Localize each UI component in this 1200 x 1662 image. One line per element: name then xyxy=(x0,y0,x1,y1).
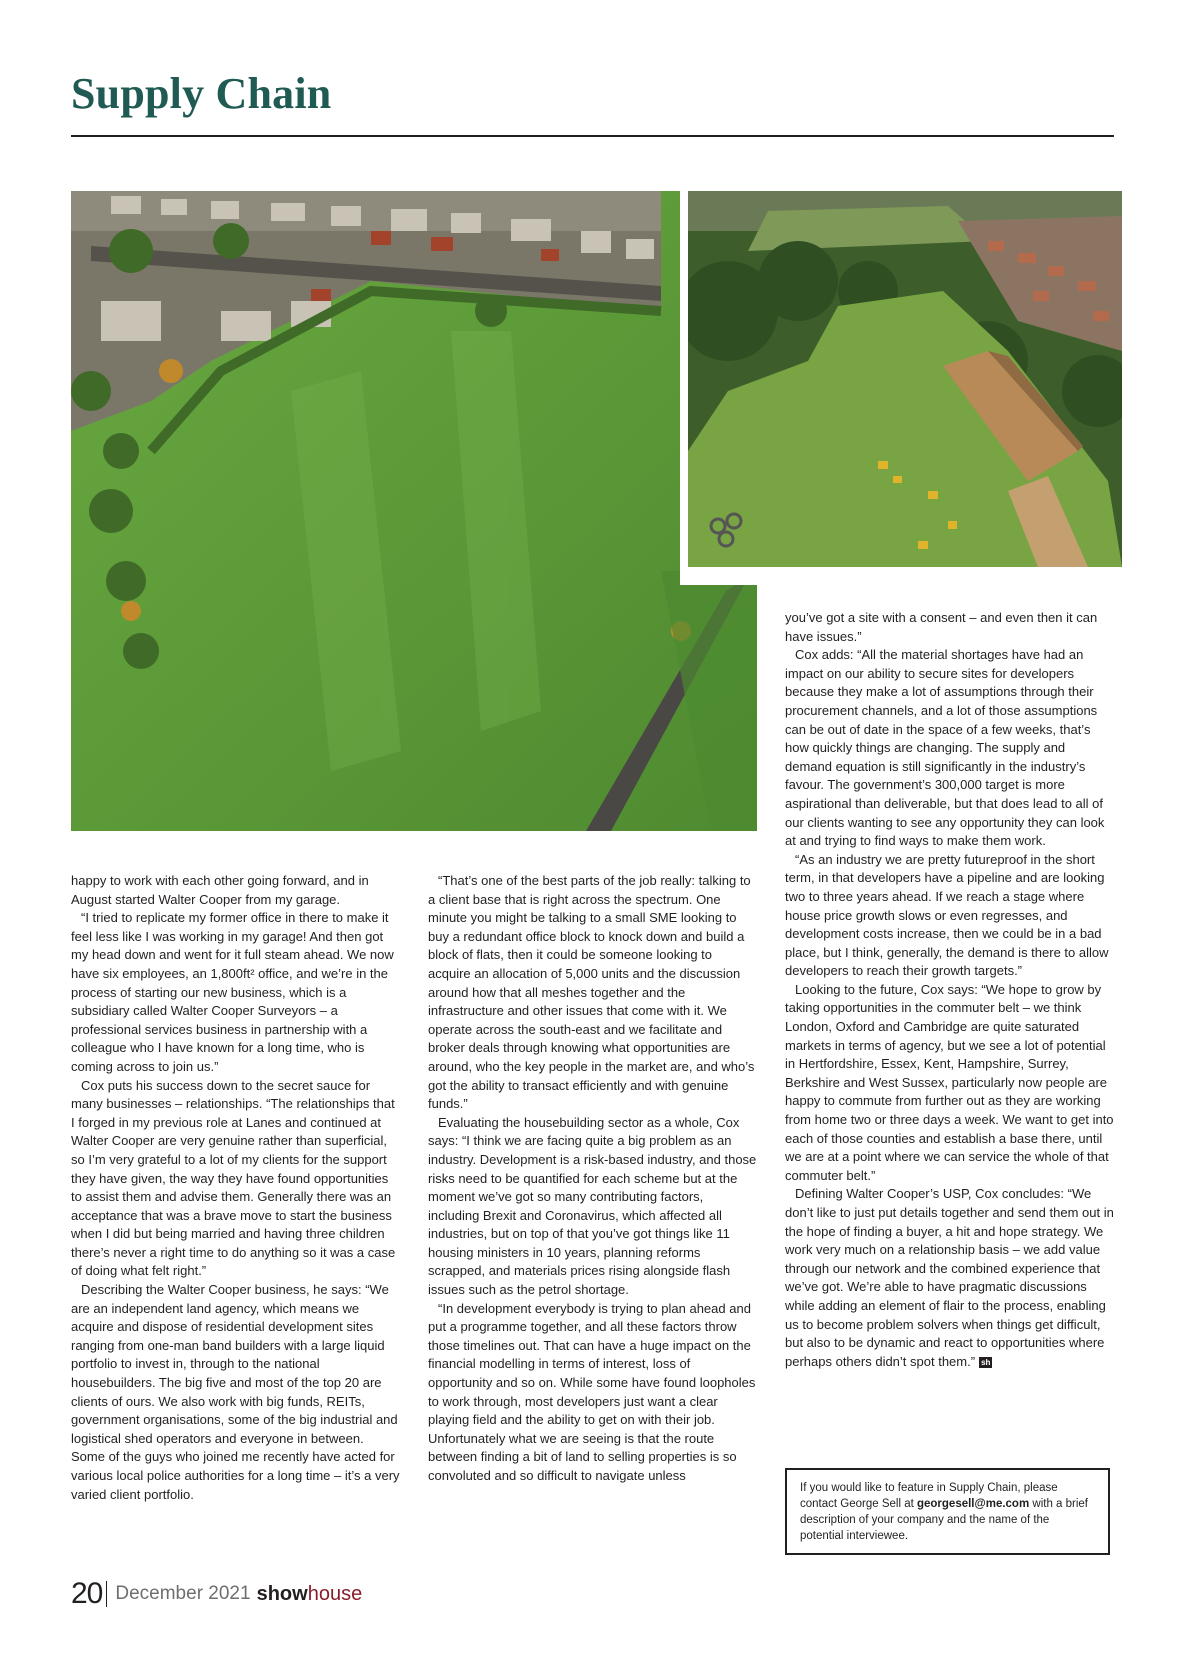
paragraph: Cox puts his success down to the secret sauce for many businesses – relationships. “The relationships that I forged in my previous role at Lanes and continued at Walter Cooper are very genuine rather than superficial, so I’m very grateful to a lot of my clients for the support they have given, the way they have found opportunities to assist them and advise them. Generally there was an acceptance that was a brave move to start the business when I did but being married and having three children there’s never a right time to do anything so it was a case of doing what felt right.” xyxy=(71,1077,396,1279)
paragraph-final xyxy=(785,1185,1115,1371)
article-column-3 xyxy=(785,609,1115,1371)
contact-info-box xyxy=(785,1468,1110,1555)
paragraph: Describing the Walter Cooper business, he says: “We are an independent land agency, which means we acquire and dispose of residential development sites ranging from one-man band builders with a large liquid portfolio to invest in, through to the national housebuilders. The big five and most of the top 20 are clients of ours. We also work with big funds, REITs, government organisations, some of the big industrial and logistical shed operators and everyone in between. Some of the guys who joined me recently have acted for various local police authorities for a long time – it’s a very varied client portfolio. xyxy=(71,1282,400,1502)
page-number: 20 xyxy=(71,1577,103,1610)
end-mark-icon: sh xyxy=(981,1357,991,1367)
paragraph: “In development everybody is trying to plan ahead and put a programme together, and all these factors throw those timelines out. That can have a huge impact on the financial modelling in terms of interest, loss of opportunity and so on. While some have found loopholes to work through, most developers just want a clear playing field and the ability to get on with their job. Unfortunately what we are seeing is that the route between finding a bit of land to selling properties is so convoluted and so difficult to navigate unless xyxy=(428,1300,756,1483)
contact-email-link[interactable]: georgesell@me.com xyxy=(916,1498,1030,1510)
paragraph: Evaluating the housebuilding sector as a whole, Cox says: “I think we are facing quite a big problem as an industry. Development is a risk-based industry, and those risks need to be quantified for each scheme but at the moment we’ve got so many contributing factors, including Brexit and Coronavirus, which affected all industries, but on top of that you’ve got things like 11 housing ministers in 10 years, planning reforms scrapped, and materials prices rising alongside flash issues such as the petrol shortage. xyxy=(428,1114,757,1298)
issue-date: December 2021 xyxy=(115,1583,251,1604)
title-divider xyxy=(71,135,1114,137)
paragraph: “That’s one of the best parts of the job really: talking to a client base that is right across the spectrum. One minute you might be talking to a small SME looking to buy a redundant office block to knock down and build a block of flats, then it could be someone looking to acquire an allocation of 5,000 units and the discussion around how that all meshes together and the infrastructure and other issues that come with it. We operate across the south-east and we facilitate and broker deals through knowing what opportunities are around, who the key people in the market are, and who’s got the ability to transact efficiently and with genuine funds.” xyxy=(428,873,755,1112)
paragraph: Looking to the future, Cox says: “We hope to grow by taking opportunities in the commuter belt – we think London, Oxford and Cambridge are quite saturated markets in terms of agency, but we see a lot of potential in Hertfordshire, Essex, Kent, Hampshire, Surrey, Berkshire and West Sussex, particularly now people are happy to commute from further out as they are working from home two or three days a week. We want to get into each of those counties and establish a base there, until we are at a point where we can service the whole of that commuter belt.” xyxy=(785,981,1114,1183)
paragraph: “I tried to replicate my former office in there to make it feel less like I was working in my garage! And then got my head down and went for it full steam ahead. We now have six employees, an 1,800ft² office, and we’re in the process of starting our new business, which is a subsidiary called Walter Cooper Surveyors – a professional services business in partnership with a colleague who I have known for a long time, who is coming across to join us.” xyxy=(71,910,394,1074)
paragraph: “As an industry we are pretty futureproof in the short term, in that developers have a pipeline and are looking two to three years ahead. If we reach a stage where house price growth slows or even regresses, and development costs increase, then we could be in a bad place, but I think, generally, the demand is there to allow developers to reach their growth targets.” xyxy=(785,851,1109,979)
article-column-2 xyxy=(428,872,758,1486)
section-title: Supply Chain xyxy=(71,69,332,118)
article-column-1 xyxy=(71,872,401,1504)
paragraph: you’ve got a site with a consent – and even then it can have issues.” xyxy=(785,610,1098,644)
page-footer xyxy=(71,1577,362,1611)
paragraph: Cox adds: “All the material shortages have had an impact on our ability to secure sites for developers because they make a lot of assumptions through their procurement channels, and a lot of those assumptions can be out of date in the space of a few weeks, that’s how quickly things are changing. The supply and demand equation is still significantly in the industry’s favour. The government’s 300,000 target is more aspirational than deliverable, but that does lead to all of our clients wanting to see any opportunity they can look at and trying to find ways to make them work. xyxy=(785,647,1105,849)
brand-logo-house: house xyxy=(307,1582,363,1605)
footer-divider xyxy=(106,1581,107,1607)
paragraph: happy to work with each other going forward, and in August started Walter Cooper from my garage. xyxy=(71,873,369,907)
info-text-after: with a brief description of your company and the name of the potential interviewee. xyxy=(800,1498,1088,1542)
info-text-before: If you would like to feature in Supply Chain, please contact George Sell at xyxy=(800,1482,1058,1510)
aerial-photo-field xyxy=(71,191,757,831)
aerial-photo-construction xyxy=(680,191,1122,585)
brand-logo-show: show xyxy=(256,1582,308,1605)
paragraph-final-text: Defining Walter Cooper’s USP, Cox concludes: “We don’t like to just put details together and send them out in the hope of finding a buyer, a hit and hope strategy. We work very much on a relationship basis – we add value through our network and the combined experience that we’ve got. We’re able to have pragmatic discussions while adding an element of flair to the process, enabling us to become problem solvers when things get difficult, but also to be dynamic and react to opportunities where perhaps others didn’t spot them.” xyxy=(785,1186,1114,1369)
